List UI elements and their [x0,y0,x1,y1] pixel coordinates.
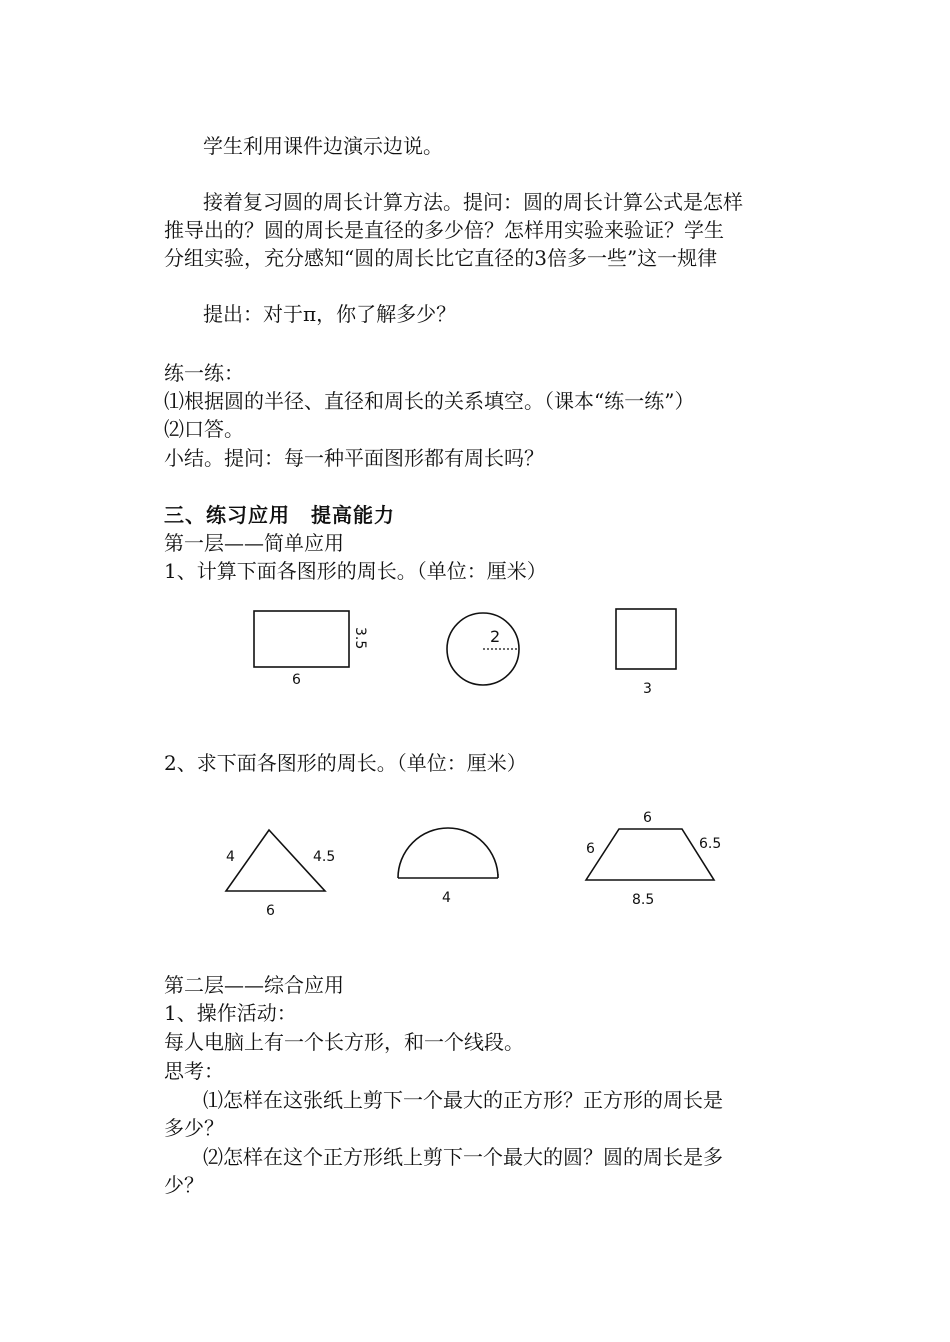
paragraph-review-line2: 推导出的？圆的周长是直径的多少倍？怎样用实验来验证？学生 [164,218,724,242]
question2-line1: ⑵怎样在这个正方形纸上剪下一个最大的圆？圆的周长是多 [203,1145,723,1169]
paragraph-courseware: 学生利用课件边演示边说。 [203,134,443,158]
circle-radius-label: 2 [490,627,501,646]
trapezoid-left-label: 6 [586,841,595,857]
paragraph-review-line1: 接着复习圆的周长计算方法。提问：圆的周长计算公式是怎样 [203,190,743,214]
triangle-right-label: 4.5 [313,849,336,865]
task2-text: 2、求下面各图形的周长。（单位：厘米） [164,751,527,775]
triangle-left-label: 4 [226,849,235,865]
rectangle-width-label: 6 [292,672,301,688]
semicircle-diameter-label: 4 [442,890,451,906]
semicircle-shape [398,828,498,878]
paragraph-review-line3: 分组实验，充分感知“圆的周长比它直径的3倍多一些”这一规律 [164,246,718,270]
activity-description: 每人电脑上有一个长方形，和一个线段。 [164,1030,524,1054]
square-side-label: 3 [643,681,652,697]
trapezoid-right-label: 6.5 [699,836,722,852]
activity-title: 1、操作活动： [164,1001,297,1025]
question1-line1: ⑴怎样在这张纸上剪下一个最大的正方形？正方形的周长是 [203,1088,723,1112]
question2-line2: 少？ [164,1173,204,1197]
practice-item-1: ⑴根据圆的半径、直径和周长的关系填空。（课本“练一练”） [164,389,695,413]
semicircle-figure [398,828,498,906]
trapezoid-top-label: 6 [643,810,652,826]
task1-text: 1、计算下面各图形的周长。（单位：厘米） [164,559,547,583]
level1-title: 第一层——简单应用 [164,531,344,555]
level2-title: 第二层——综合应用 [164,973,344,997]
question1-line2: 多少？ [164,1116,224,1140]
trapezoid-shape [586,829,714,880]
summary-line: 小结。提问：每一种平面图形都有周长吗？ [164,446,544,470]
rectangle-height-label: 3.5 [352,627,368,650]
trapezoid-bottom-label: 8.5 [632,892,655,908]
practice-title: 练一练： [164,361,244,385]
section3-heading: 三、练习应用 提高能力 [164,503,395,527]
triangle-shape [226,830,325,891]
think-title: 思考： [164,1059,224,1083]
practice-item-2: ⑵口答。 [164,417,244,441]
triangle-base-label: 6 [266,903,275,919]
paragraph-pi-question: 提出：对于π，你了解多少？ [203,302,457,326]
trapezoid-figure [586,810,721,908]
triangle-figure [226,830,335,919]
